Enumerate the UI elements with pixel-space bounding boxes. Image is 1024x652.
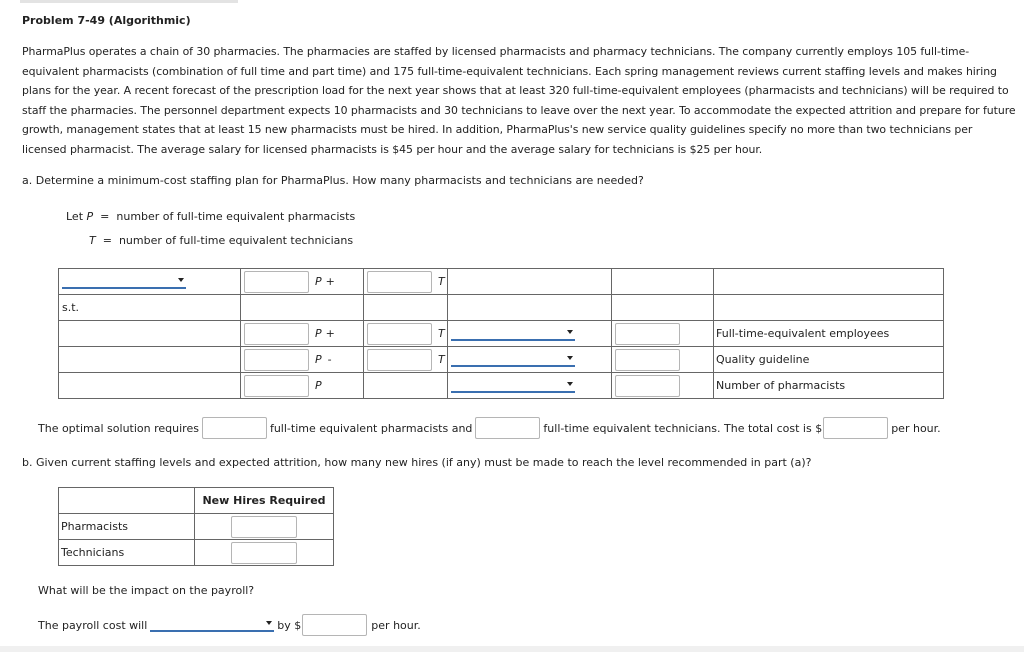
bottom-divider bbox=[0, 646, 1024, 652]
question-b: b. Given current staffing levels and expected attrition, how many new hires (if any) must be made to reach the level recommended in part (a)? bbox=[22, 456, 812, 469]
c1-p-coef-input[interactable] bbox=[244, 323, 309, 345]
pharmacists-hires-input[interactable] bbox=[231, 516, 297, 538]
constraint-row: P + T Full-time-equivalent employees bbox=[59, 321, 944, 347]
technicians-hires-input[interactable] bbox=[231, 542, 297, 564]
table-row: Technicians bbox=[59, 540, 334, 566]
c3-relation-select[interactable] bbox=[451, 379, 575, 393]
constraint-label: Full-time-equivalent employees bbox=[716, 327, 890, 340]
question-a: a. Determine a minimum-cost staffing plan for PharmaPlus. How many pharmacists and technicians are needed? bbox=[22, 174, 644, 187]
technicians-answer-input[interactable] bbox=[475, 417, 540, 439]
chevron-down-icon bbox=[178, 278, 184, 282]
chevron-down-icon bbox=[567, 330, 573, 334]
objective-t-coef-input[interactable] bbox=[367, 271, 432, 293]
new-hires-header: New Hires Required bbox=[195, 488, 334, 514]
impact-question: What will be the impact on the payroll? bbox=[38, 584, 255, 597]
constraint-row: P - T Quality guideline bbox=[59, 347, 944, 373]
definition-p: Let P = number of full-time equivalent pharmacists bbox=[66, 210, 356, 223]
chevron-down-icon bbox=[567, 356, 573, 360]
lp-model-table bbox=[58, 268, 944, 399]
c1-relation-select[interactable] bbox=[451, 327, 575, 341]
solution-sentence: The optimal solution requires full-time equivalent pharmacists and full-time equivalent technicians. The total cost is $ per hour. bbox=[38, 417, 941, 439]
new-hires-table bbox=[58, 487, 334, 566]
c2-relation-select[interactable] bbox=[451, 353, 575, 367]
constraint-label: Quality guideline bbox=[716, 353, 810, 366]
payroll-amount-input[interactable] bbox=[302, 614, 367, 636]
c2-rhs-input[interactable] bbox=[615, 349, 680, 371]
c2-p-coef-input[interactable] bbox=[244, 349, 309, 371]
constraint-row: P Number of pharmacists bbox=[59, 373, 944, 399]
c1-rhs-input[interactable] bbox=[615, 323, 680, 345]
payroll-sentence: The payroll cost will by $ per hour. bbox=[38, 614, 421, 636]
c3-rhs-input[interactable] bbox=[615, 375, 680, 397]
top-divider bbox=[20, 0, 238, 3]
st-row bbox=[59, 295, 944, 321]
problem-title: Problem 7-49 (Algorithmic) bbox=[22, 14, 191, 27]
subject-to-label: s.t. bbox=[62, 301, 80, 314]
chevron-down-icon bbox=[567, 382, 573, 386]
c1-t-coef-input[interactable] bbox=[367, 323, 432, 345]
objective-row: P + T bbox=[59, 269, 944, 295]
definition-t: T = number of full-time equivalent technicians bbox=[89, 234, 354, 247]
c2-t-coef-input[interactable] bbox=[367, 349, 432, 371]
total-cost-input[interactable] bbox=[823, 417, 888, 439]
pharmacists-answer-input[interactable] bbox=[202, 417, 267, 439]
problem-statement: PharmaPlus operates a chain of 30 pharmacies. The pharmacies are staffed by licensed pharmacists and pharmacy technicians. The company currently employs 105 full-time-equivalent pharmacists (combination of full time and part time) and 175 full-time-equivalent technicians. Each spring management reviews current staffing levels and makes hiring plans for the year. A recent forecast of the prescription load for the next year shows that at least 320 full-time-equivalent employees (pharmacists and technicians) will be required to staff the pharmacies. The personnel department expects 10 pharmacists and 30 technicians to leave over the next year. To accommodate the expected attrition and prepare for future growth, management states that at least 15 new pharmacists must be hired. In addition, PharmaPlus's new service quality guidelines specify no more than two technicians per licensed pharmacist. The average salary for licensed pharmacists is $45 per hour and the average salary for technicians is $25 per hour. bbox=[22, 45, 1016, 156]
payroll-direction-select[interactable] bbox=[150, 618, 274, 632]
objective-p-coef-input[interactable] bbox=[244, 271, 309, 293]
chevron-down-icon bbox=[266, 621, 272, 625]
constraint-label: Number of pharmacists bbox=[716, 379, 846, 392]
c3-p-coef-input[interactable] bbox=[244, 375, 309, 397]
table-row: Pharmacists bbox=[59, 514, 334, 540]
objective-type-select[interactable] bbox=[62, 275, 186, 289]
